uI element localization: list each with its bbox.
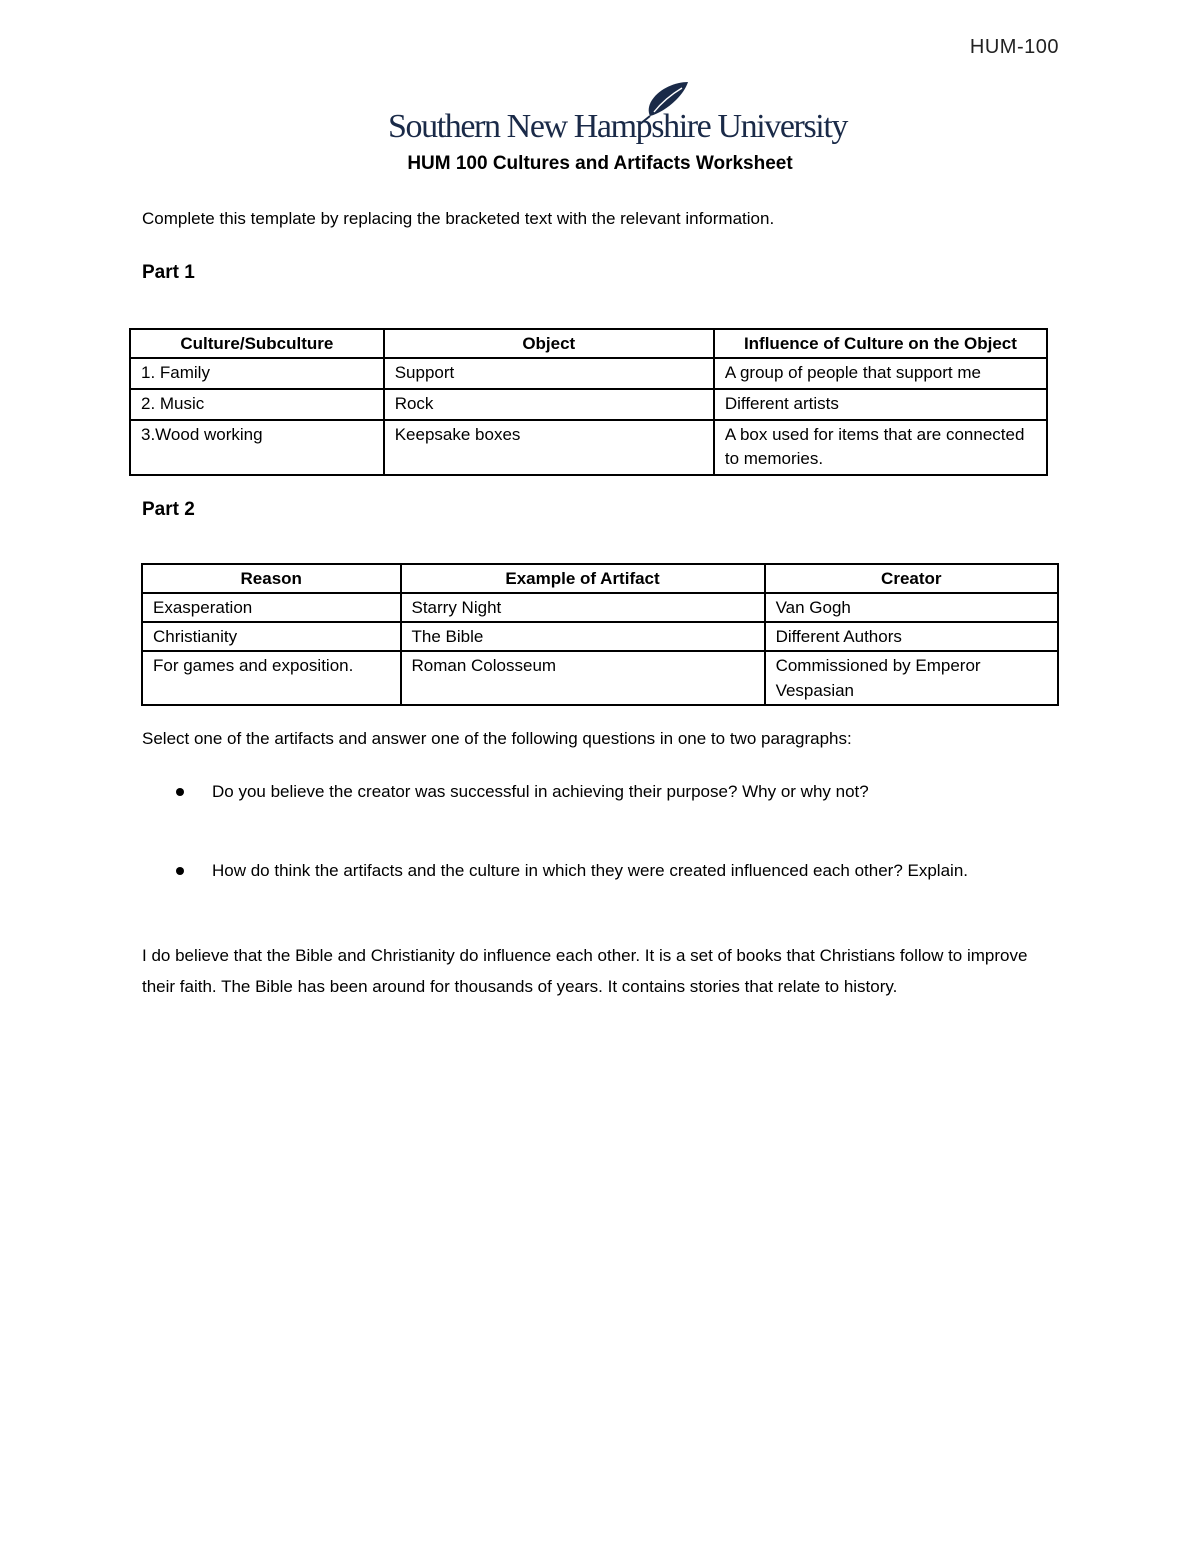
table-cell: 2. Music: [130, 389, 384, 420]
table-cell: Different Authors: [765, 622, 1058, 651]
table-cell: Starry Night: [401, 593, 765, 622]
logo-wordmark: Southern New Hampshire University: [388, 108, 847, 145]
part2-heading: Part 2: [142, 499, 195, 520]
column-header: Object: [384, 329, 714, 358]
table-cell: Different artists: [714, 389, 1047, 420]
column-header: Reason: [142, 564, 401, 593]
table-cell: The Bible: [401, 622, 765, 651]
column-header: Example of Artifact: [401, 564, 765, 593]
table-row: [142, 651, 1058, 705]
part1-heading: Part 1: [142, 262, 195, 283]
question-text: How do think the artifacts and the culture in which they were created influenced each other? Explain.: [212, 861, 968, 880]
table-cell: Van Gogh: [765, 593, 1058, 622]
document-title: HUM 100 Cultures and Artifacts Worksheet: [407, 153, 793, 174]
column-header: Creator: [765, 564, 1058, 593]
question-text: Do you believe the creator was successful in achieving their purpose? Why or why not?: [212, 782, 869, 801]
table-row: [130, 389, 1047, 420]
question-prompt: Select one of the artifacts and answer one of the following questions in one to two paragraphs:: [142, 729, 852, 748]
table-cell: Keepsake boxes: [384, 420, 714, 475]
instruction-text: Complete this template by replacing the bracketed text with the relevant information.: [142, 209, 775, 228]
table-cell: Commissioned by Emperor Vespasian: [765, 651, 1058, 705]
university-logo: [388, 80, 847, 148]
table-cell: Roman Colosseum: [401, 651, 765, 705]
table-cell: 1. Family: [130, 358, 384, 389]
list-item: [142, 778, 1042, 805]
part2-table: [141, 563, 1059, 706]
table-cell: Rock: [384, 389, 714, 420]
table-cell: Support: [384, 358, 714, 389]
column-header: Culture/Subculture: [130, 329, 384, 358]
table-row: [130, 358, 1047, 389]
table-header-row: [130, 329, 1047, 358]
course-code: HUM-100: [969, 36, 1059, 58]
table-row: [142, 593, 1058, 622]
question-list: [142, 778, 1042, 884]
bullet-icon: [176, 788, 184, 796]
list-item: [142, 857, 1042, 884]
bullet-icon: [176, 867, 184, 875]
table-cell: A box used for items that are connected to memories.: [714, 420, 1047, 475]
table-cell: A group of people that support me: [714, 358, 1047, 389]
table-row: [130, 420, 1047, 475]
answer-paragraph: I do believe that the Bible and Christianity do influence each other. It is a set of books that Christians follow to improve their faith. The Bible has been around for thousands of years. It contains stories that relate to history.: [142, 946, 1028, 996]
table-header-row: [142, 564, 1058, 593]
table-cell: Christianity: [142, 622, 401, 651]
table-cell: For games and exposition.: [142, 651, 401, 705]
table-cell: Exasperation: [142, 593, 401, 622]
table-row: [142, 622, 1058, 651]
part1-table: [129, 328, 1048, 476]
table-cell: 3.Wood working: [130, 420, 384, 475]
column-header: Influence of Culture on the Object: [714, 329, 1047, 358]
